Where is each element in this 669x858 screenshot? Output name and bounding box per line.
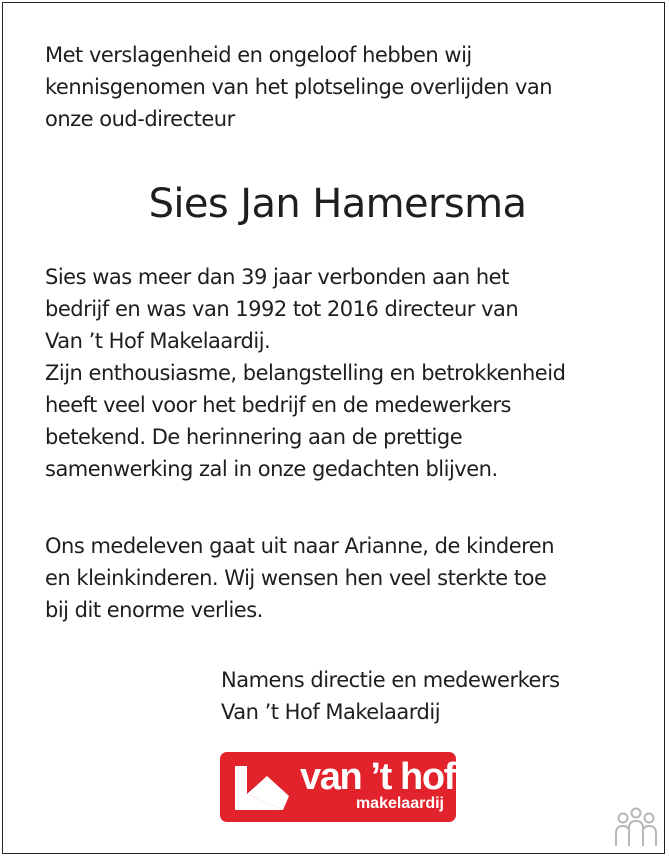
announcement-frame bbox=[2, 2, 665, 854]
intro-text: Met verslagenheid en ongeloof hebben wij kennisgenomen van het plotselinge overlijden van onze oud-directeur bbox=[45, 43, 553, 131]
signature bbox=[221, 664, 560, 728]
company-logo bbox=[220, 752, 456, 822]
body-paragraph-1: Sies was meer dan 39 jaar verbonden aan het bedrijf en was van 1992 tot 2016 directeur van Van ’t Hof Makelaardij. Zijn enthousiasme, belangstelling en betrokkenheid heeft veel voor het bedrijf en de medewerkers betekend. De herinnering aan de prettige samenwerking zal in onze gedachten blijven. bbox=[45, 265, 566, 481]
logo-name: van ’t hof bbox=[300, 756, 455, 798]
body-paragraph-2: Ons medeleven gaat uit naar Arianne, de kinderen en kleinkinderen. Wij wensen hen veel sterkte toe bij dit enorme verlies. bbox=[45, 534, 555, 622]
logo-subtitle: makelaardij bbox=[355, 795, 444, 812]
logo-mark-icon bbox=[233, 766, 291, 812]
signature-line-1: Namens directie en medewerkers bbox=[221, 668, 560, 692]
signature-line-2: Van ’t Hof Makelaardij bbox=[221, 700, 441, 724]
deceased-name: Sies Jan Hamersma bbox=[148, 181, 527, 227]
people-group-icon bbox=[611, 806, 661, 848]
